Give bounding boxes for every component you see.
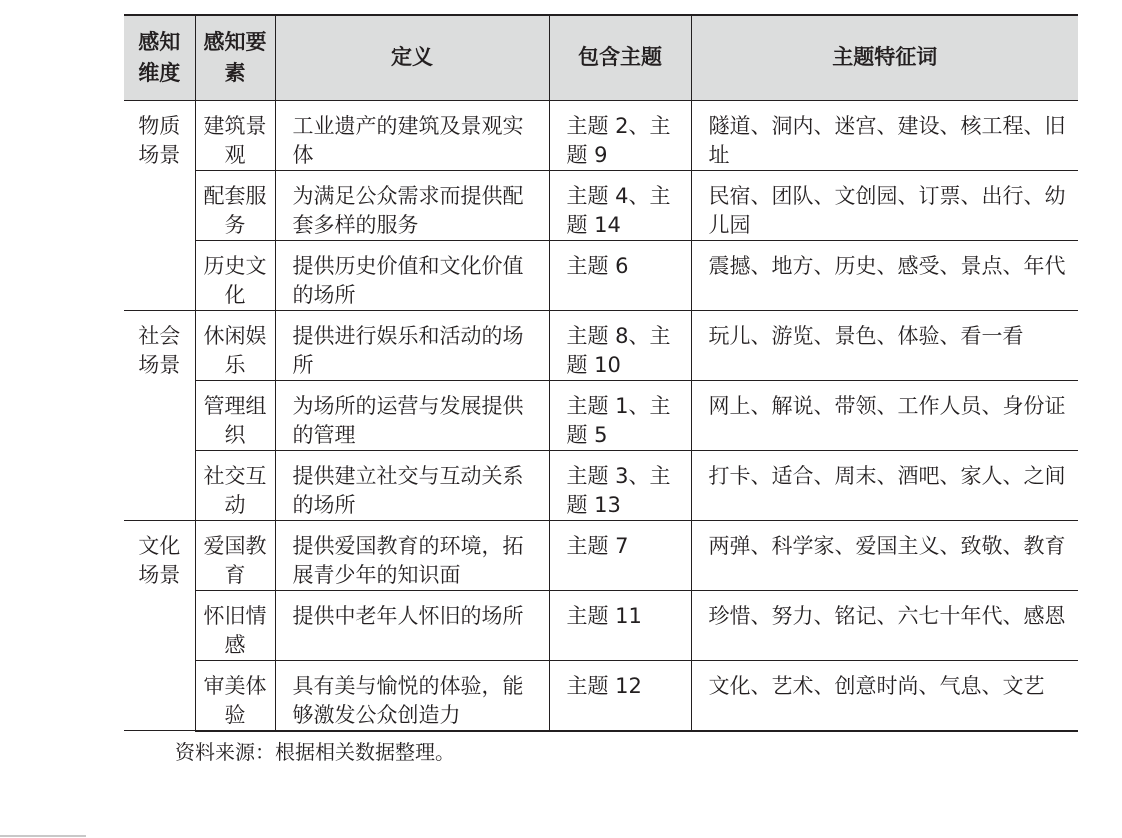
definition-cell: 提供中老年人怀旧的场所 xyxy=(275,590,549,660)
element-cell: 管理组织 xyxy=(195,380,275,450)
definition-cell: 提供历史价值和文化价值的场所 xyxy=(275,240,549,310)
table-row xyxy=(124,310,1078,380)
table-row xyxy=(124,100,1078,170)
element-cell: 建筑景观 xyxy=(195,100,275,170)
table-row xyxy=(124,520,1078,590)
definition-cell: 为场所的运营与发展提供的管理 xyxy=(275,380,549,450)
header-definition: 定义 xyxy=(275,15,549,100)
table-header xyxy=(124,15,1078,100)
themes-cell: 主题 2、主题 9 xyxy=(549,100,691,170)
definition-cell: 提供进行娱乐和活动的场所 xyxy=(275,310,549,380)
element-cell: 配套服务 xyxy=(195,170,275,240)
element-cell: 休闲娱乐 xyxy=(195,310,275,380)
keywords-cell: 打卡、适合、周末、酒吧、家人、之间 xyxy=(691,450,1078,520)
header-keywords: 主题特征词 xyxy=(691,15,1078,100)
header-element: 感知要素 xyxy=(195,15,275,100)
header-row xyxy=(124,15,1078,100)
table-body xyxy=(124,100,1078,731)
themes-cell: 主题 3、主题 13 xyxy=(549,450,691,520)
dimension-cell: 社会场景 xyxy=(124,310,195,520)
keywords-cell: 隧道、洞内、迷宫、建设、核工程、旧址 xyxy=(691,100,1078,170)
table-row xyxy=(124,170,1078,240)
themes-cell: 主题 7 xyxy=(549,520,691,590)
keywords-cell: 网上、解说、带领、工作人员、身份证 xyxy=(691,380,1078,450)
keywords-cell: 两弹、科学家、爱国主义、致敬、教育 xyxy=(691,520,1078,590)
header-themes: 包含主题 xyxy=(549,15,691,100)
keywords-cell: 民宿、团队、文创园、订票、出行、幼儿园 xyxy=(691,170,1078,240)
themes-cell: 主题 1、主题 5 xyxy=(549,380,691,450)
table-row xyxy=(124,240,1078,310)
element-cell: 怀旧情感 xyxy=(195,590,275,660)
themes-cell: 主题 4、主题 14 xyxy=(549,170,691,240)
keywords-cell: 玩儿、游览、景色、体验、看一看 xyxy=(691,310,1078,380)
page-edge-divider xyxy=(0,835,86,837)
element-cell: 爱国教育 xyxy=(195,520,275,590)
definition-cell: 为满足公众需求而提供配套多样的服务 xyxy=(275,170,549,240)
definition-cell: 具有美与愉悦的体验，能够激发公众创造力 xyxy=(275,660,549,731)
keywords-cell: 文化、艺术、创意时尚、气息、文艺 xyxy=(691,660,1078,731)
table-row xyxy=(124,380,1078,450)
themes-cell: 主题 12 xyxy=(549,660,691,731)
themes-cell: 主题 8、主题 10 xyxy=(549,310,691,380)
table-row xyxy=(124,660,1078,731)
keywords-cell: 震撼、地方、历史、感受、景点、年代 xyxy=(691,240,1078,310)
table-row xyxy=(124,450,1078,520)
keywords-cell: 珍惜、努力、铭记、六七十年代、感恩 xyxy=(691,590,1078,660)
element-cell: 历史文化 xyxy=(195,240,275,310)
definition-cell: 提供建立社交与互动关系的场所 xyxy=(275,450,549,520)
element-cell: 审美体验 xyxy=(195,660,275,731)
perception-table xyxy=(124,14,1078,732)
definition-cell: 工业遗产的建筑及景观实体 xyxy=(275,100,549,170)
element-cell: 社交互动 xyxy=(195,450,275,520)
themes-cell: 主题 11 xyxy=(549,590,691,660)
themes-cell: 主题 6 xyxy=(549,240,691,310)
source-note: 资料来源：根据相关数据整理。 xyxy=(175,740,455,764)
table-row xyxy=(124,590,1078,660)
definition-cell: 提供爱国教育的环境，拓展青少年的知识面 xyxy=(275,520,549,590)
dimension-cell: 物质场景 xyxy=(124,100,195,310)
dimension-cell: 文化场景 xyxy=(124,520,195,731)
header-dimension: 感知维度 xyxy=(124,15,195,100)
